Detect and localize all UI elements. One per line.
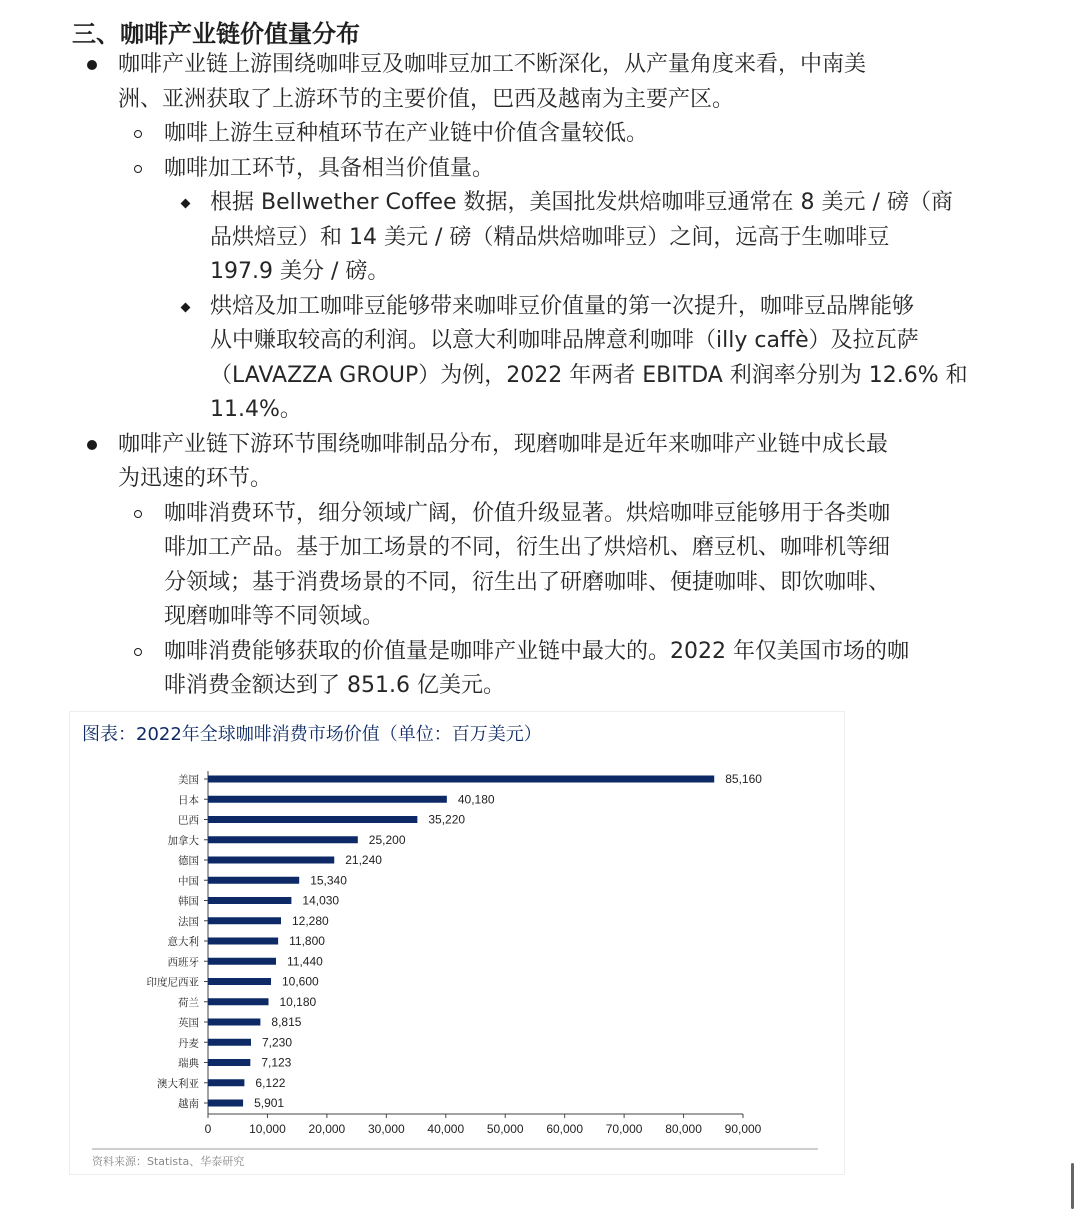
category-label-16: 越南 bbox=[178, 1098, 199, 1110]
value-label-11: 10,180 bbox=[279, 994, 317, 1009]
bar-3 bbox=[208, 836, 358, 843]
bar-5 bbox=[208, 877, 299, 884]
bar-10 bbox=[208, 978, 271, 985]
category-label-12: 英国 bbox=[178, 1017, 199, 1029]
category-label-13: 丹麦 bbox=[178, 1037, 199, 1050]
value-label-2: 35,220 bbox=[428, 812, 466, 827]
value-label-3: 25,200 bbox=[368, 832, 406, 847]
x-tick-label-8: 80,000 bbox=[665, 1122, 702, 1136]
bar-6 bbox=[208, 897, 291, 904]
value-label-16: 5,901 bbox=[254, 1096, 285, 1110]
text-line: 烘焙及加工咖啡豆能够带来咖啡豆价值量的第一次提升，咖啡豆品牌能够 bbox=[210, 293, 915, 319]
bar-0 bbox=[208, 776, 714, 783]
bar-12 bbox=[208, 1019, 260, 1026]
x-tick-label-4: 40,000 bbox=[427, 1122, 465, 1136]
category-label-6: 韩国 bbox=[178, 895, 199, 908]
category-label-14: 瑞典 bbox=[178, 1057, 199, 1070]
category-label-5: 中国 bbox=[178, 875, 199, 888]
text-line: 咖啡上游生豆种植环节在产业链中价值含量较低。 bbox=[164, 121, 649, 146]
value-label-8: 11,800 bbox=[289, 934, 325, 948]
category-label-2: 巴西 bbox=[178, 814, 199, 827]
category-label-8: 意大利 bbox=[167, 936, 199, 948]
text-line: 啡消费金额达到了 851.6 亿美元。 bbox=[164, 673, 505, 698]
bar-11 bbox=[208, 998, 269, 1005]
x-tick-label-5: 50,000 bbox=[486, 1122, 524, 1136]
bar-13 bbox=[208, 1039, 251, 1046]
x-tick-label-7: 70,000 bbox=[605, 1122, 643, 1136]
value-label-14: 7,123 bbox=[261, 1055, 292, 1070]
value-label-0: 85,160 bbox=[725, 772, 762, 786]
x-tick-label-3: 30,000 bbox=[367, 1122, 405, 1136]
text-line: 根据 Bellwether Coffee 数据，美国批发烘焙咖啡豆通常在 8 美元 / 磅（商 bbox=[210, 190, 953, 215]
value-label-1: 40,180 bbox=[457, 792, 495, 807]
value-label-15: 6,122 bbox=[255, 1075, 286, 1090]
x-tick-label-0: 0 bbox=[204, 1122, 212, 1136]
value-label-13: 7,230 bbox=[261, 1035, 293, 1050]
category-label-7: 法国 bbox=[178, 915, 199, 928]
bar-15 bbox=[208, 1079, 244, 1086]
text-line: 洲、亚洲获取了上游环节的主要价值，巴西及越南为主要产区。 bbox=[118, 86, 735, 112]
value-label-4: 21,240 bbox=[345, 853, 382, 867]
text-line: 为迅速的环节。 bbox=[118, 466, 273, 491]
x-tick-label-9: 90,000 bbox=[724, 1122, 762, 1136]
value-label-5: 15,340 bbox=[310, 873, 347, 888]
text-line: 从中赚取较高的利润。以意大利咖啡品牌意利咖啡（illy caffè）及拉瓦萨 bbox=[210, 328, 919, 353]
bar-2 bbox=[208, 816, 417, 823]
category-label-15: 澳大利亚 bbox=[157, 1077, 199, 1090]
value-label-6: 14,030 bbox=[302, 893, 340, 908]
category-label-0: 美国 bbox=[178, 774, 199, 786]
text-line: 啡加工产品。基于加工场景的不同，衍生出了烘焙机、磨豆机、咖啡机等细 bbox=[164, 535, 891, 560]
text-line: 197.9 美分 / 磅。 bbox=[210, 259, 390, 284]
category-label-3: 加拿大 bbox=[167, 834, 199, 847]
text-line: 分领域；基于消费场景的不同，衍生出了研磨咖啡、便捷咖啡、即饮咖啡、 bbox=[164, 569, 891, 595]
text-line: 咖啡消费环节，细分领域广阔，价值升级显著。烘焙咖啡豆能够用于各类咖 bbox=[164, 500, 891, 526]
value-label-12: 8,815 bbox=[271, 1015, 302, 1029]
text-line: 品烘焙豆）和 14 美元 / 磅（精品烘焙咖啡豆）之间，远高于生咖啡豆 bbox=[210, 224, 890, 250]
bar-14 bbox=[208, 1059, 250, 1066]
category-label-1: 日本 bbox=[178, 794, 199, 807]
chart-source: 资料来源：Statista、华泰研究 bbox=[92, 1155, 245, 1168]
bar-9 bbox=[208, 958, 276, 965]
chart-title: 图表：2022年全球咖啡消费市场价值（单位：百万美元） bbox=[82, 724, 542, 745]
x-tick-label-6: 60,000 bbox=[546, 1122, 584, 1136]
category-label-11: 荷兰 bbox=[178, 996, 199, 1009]
text-line: 咖啡消费能够获取的价值量是咖啡产业链中最大的。2022 年仅美国市场的咖 bbox=[164, 638, 909, 664]
bar-16 bbox=[208, 1100, 243, 1107]
value-label-9: 11,440 bbox=[287, 954, 323, 969]
scrollbar-thumb[interactable] bbox=[1071, 1163, 1074, 1209]
bar-1 bbox=[208, 796, 447, 803]
x-tick-label-1: 10,000 bbox=[249, 1122, 286, 1136]
bar-7 bbox=[208, 917, 281, 924]
bar-4 bbox=[208, 857, 334, 864]
text-line: 现磨咖啡等不同领域。 bbox=[164, 604, 385, 629]
bar-8 bbox=[208, 938, 278, 945]
value-label-10: 10,600 bbox=[282, 974, 319, 989]
text-line: 咖啡加工环节，具备相当价值量。 bbox=[164, 155, 495, 181]
category-label-4: 德国 bbox=[178, 855, 199, 867]
category-label-9: 西班牙 bbox=[167, 956, 199, 969]
text-line: （LAVAZZA GROUP）为例，2022 年两者 EBITDA 利润率分别为 12.6% 和 bbox=[210, 362, 968, 388]
x-tick-label-2: 20,000 bbox=[308, 1122, 346, 1136]
category-label-10: 印度尼西亚 bbox=[146, 976, 199, 989]
text-line: 11.4%。 bbox=[210, 397, 302, 422]
text-line: 咖啡产业链上游围绕咖啡豆及咖啡豆加工不断深化，从产量角度来看，中南美 bbox=[118, 52, 867, 77]
text-line: 咖啡产业链下游环节围绕咖啡制品分布，现磨咖啡是近年来咖啡产业链中成长最 bbox=[118, 431, 889, 457]
section-heading: 三、咖啡产业链价值量分布 bbox=[72, 20, 360, 48]
value-label-7: 12,280 bbox=[291, 913, 329, 928]
